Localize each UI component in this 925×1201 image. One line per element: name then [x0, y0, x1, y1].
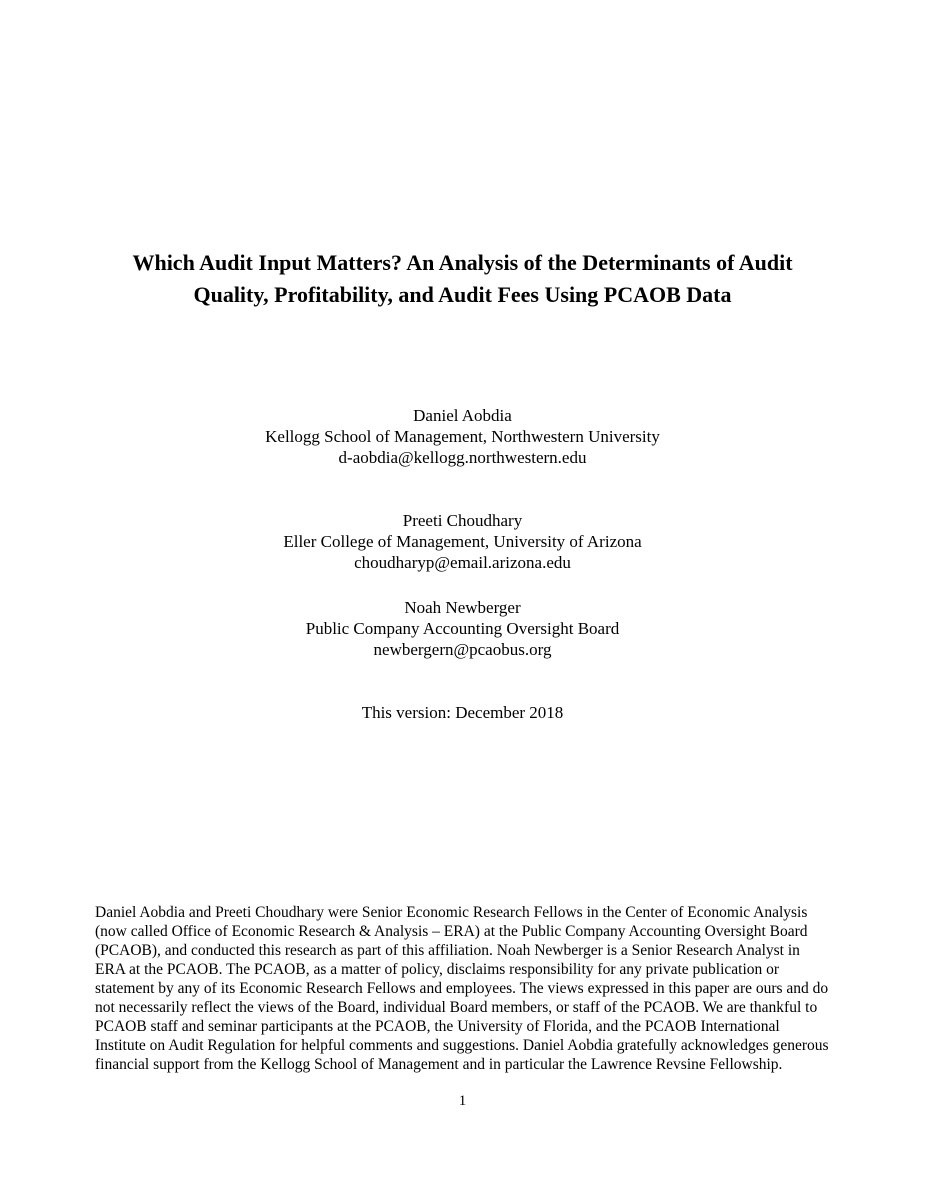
author-email: choudharyp@email.arizona.edu — [354, 553, 571, 572]
author-block-daniel-aobdia — [0, 405, 925, 468]
author-block-noah-newberger — [0, 597, 925, 660]
author-affiliation: Kellogg School of Management, Northwestern University — [265, 427, 660, 446]
author-list — [0, 405, 925, 660]
paper-title-line-2: Quality, Profitability, and Audit Fees Using PCAOB Data — [193, 282, 732, 307]
paper-title-line-1: Which Audit Input Matters? An Analysis of the Determinants of Audit — [132, 250, 793, 275]
author-affiliation: Public Company Accounting Oversight Board — [305, 619, 620, 638]
author-block-preeti-choudhary — [0, 510, 925, 573]
author-name: Daniel Aobdia — [413, 406, 512, 425]
author-name: Preeti Choudhary — [402, 511, 523, 530]
paper-title — [113, 247, 813, 311]
page-number: 1 — [458, 1093, 467, 1109]
version-line: This version: December 2018 — [361, 703, 564, 722]
author-email: d-aobdia@kellogg.northwestern.edu — [338, 448, 587, 467]
author-email: newbergern@pcaobus.org — [373, 640, 552, 659]
acknowledgements-footnote: Daniel Aobdia and Preeti Choudhary were Senior Economic Research Fellows in the Center of Economic Analysis (now called Office of Economic Research & Analysis – ERA) at the Public Company Accounting Oversight Board (PCAOB), and conducted this research as part of this affiliation. Noah Newberger is a Senior Research Analyst in ERA at the PCAOB. The PCAOB, as a matter of policy, disclaims responsibility for any private publication or statement by any of its Economic Research Fellows and employees. The views expressed in this paper are ours and do not necessarily reflect the views of the Board, individual Board members, or staff of the PCAOB. We are thankful to PCAOB staff and seminar participants at the PCAOB, the University of Florida, and the PCAOB International Institute on Audit Regulation for helpful comments and suggestions. Daniel Aobdia gratefully acknowledges generous financial support from the Kellogg School of Management and in particular the Lawrence Revsine Fellowship. — [95, 904, 829, 1073]
author-affiliation: Eller College of Management, University of Arizona — [283, 532, 642, 551]
author-name: Noah Newberger — [404, 598, 521, 617]
